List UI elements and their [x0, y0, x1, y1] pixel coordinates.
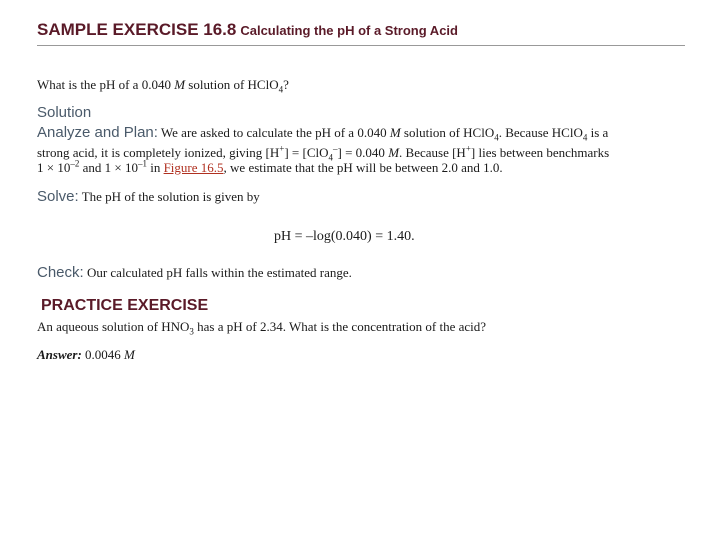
practice-answer: Answer: 0.0046 M	[37, 347, 135, 362]
figure-link[interactable]: Figure 16.5	[163, 160, 224, 175]
answer-label: Answer:	[37, 347, 82, 362]
solve-label: Solve:	[37, 188, 79, 205]
practice-heading: PRACTICE EXERCISE	[41, 297, 209, 314]
exercise-header	[37, 20, 458, 40]
check-label: Check:	[37, 264, 84, 281]
analyze-line-2: strong acid, it is completely ionized, giving [H+] = [ClO$_4$–] = 0.040 M. Because [H+] lies between benchmarks	[37, 143, 610, 163]
solution-heading: Solution	[37, 104, 92, 121]
header-divider	[37, 45, 685, 46]
exercise-title: SAMPLE EXERCISE 16.8	[37, 20, 237, 39]
analyze-label: Analyze and Plan:	[37, 124, 158, 141]
solve-line: Solve: The pH of the solution is given by	[37, 188, 260, 205]
check-line: Check: Our calculated pH falls within the estimated range.	[37, 264, 352, 281]
ph-formula: pH = –log(0.040) = 1.40.	[274, 229, 415, 244]
analyze-line-3: $1 \times 10^{-2}$ and $1 \times 10^{-1}$ in Figure 16.5, we estimate that the pH will be between 2.0 and 1.0.	[37, 158, 503, 175]
practice-question: An aqueous solution of $HNO_3$ has a pH of 2.34. What is the concentration of the acid?	[37, 319, 487, 337]
exercise-subtitle: Calculating the pH of a Strong Acid	[240, 23, 458, 38]
analyze-line-1: Analyze and Plan: We are asked to calculate the pH of a 0.040 M solution of HClO$_4$. Because HClO$_4$ is a	[37, 124, 609, 143]
question-text: What is the pH of a 0.040 M solution of HClO$_4$?	[37, 77, 289, 95]
